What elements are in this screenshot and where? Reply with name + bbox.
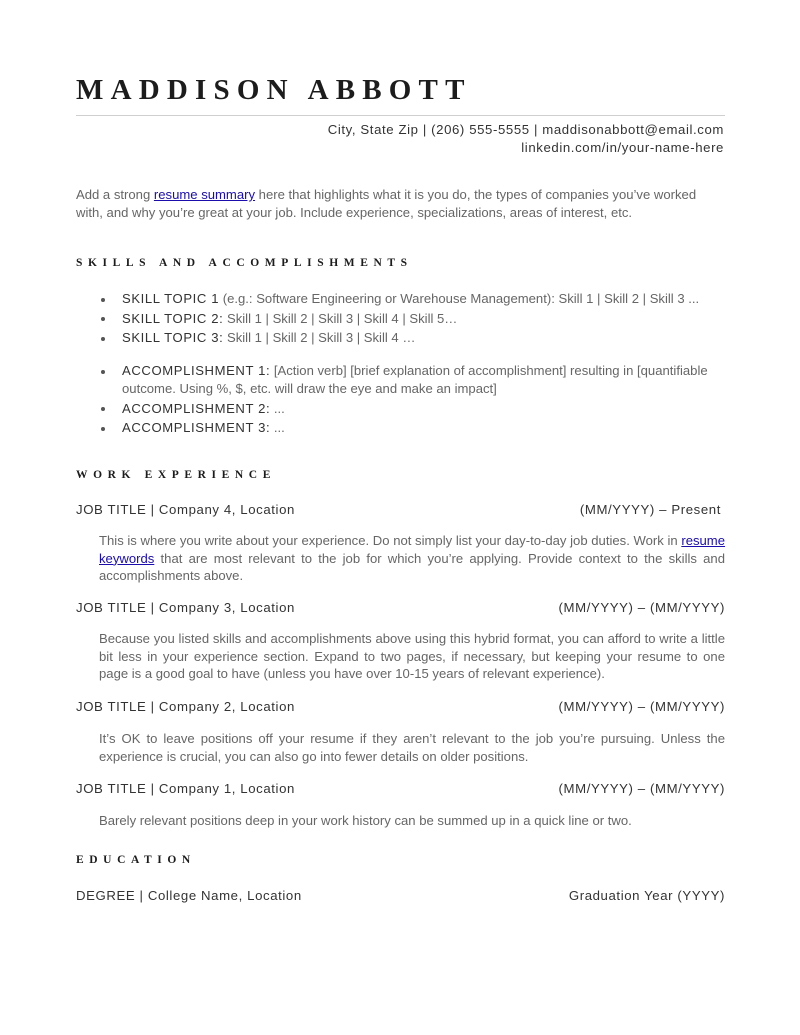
skill-topics-list [98,290,725,349]
job-title: JOB TITLE | Company 4, Location [76,502,295,517]
accomplishments-list [98,362,725,439]
skill-topic-text: (e.g.: Software Engineering or Warehouse Management): Skill 1 | Skill 2 | Skill 3 ... [219,291,700,306]
accomplishment-label: ACCOMPLISHMENT 1: [122,363,271,378]
skill-topic-text: Skill 1 | Skill 2 | Skill 3 | Skill 4 … [223,330,416,345]
contact-line-linkedin: linkedin.com/in/your-name-here [521,140,724,155]
contact-line-address: City, State Zip | (206) 555-5555 | maddisonabbott@email.com [327,122,724,137]
education-section-title: EDUCATION [76,854,196,866]
education-header [76,888,725,903]
job-title: JOB TITLE | Company 3, Location [76,600,295,615]
job-header [76,699,725,714]
header-divider [76,115,725,116]
skill-topic-item [98,329,725,347]
graduation-year: Graduation Year (YYYY) [568,888,725,903]
skill-topic-text: Skill 1 | Skill 2 | Skill 3 | Skill 4 | Skill 5… [223,310,458,326]
resume-keywords-link[interactable]: resume keywords [99,533,725,566]
job-description: It’s OK to leave positions off your resume if they aren’t relevant to the job you’re pursuing. Unless the experience is crucial, you can also go into fewer details on older positions. [99,731,725,764]
accomplishment-text: [Action verb] [brief explanation of accomplishment] resulting in [quantifiable outcome. Using %, $, etc. will draw the eye and make an impact] [122,363,708,396]
summary-text-start: Add a strong [76,187,154,202]
job-desc-end: that are most relevant to the job for which you’re applying. Provide context to the skills and accomplishments above. [99,550,725,583]
degree-info: DEGREE | College Name, Location [76,888,302,903]
skill-topic-label: SKILL TOPIC 2: [122,310,224,326]
accomplishment-item [98,400,725,418]
job-description: Barely relevant positions deep in your work history can be summed up in a quick line or two. [99,813,632,828]
job-dates: (MM/YYYY) – (MM/YYYY) [558,600,725,615]
job-desc-start: This is where you write about your experience. Do not simply list your day-to-day job duties. Work in [99,533,682,548]
skills-section-title: SKILLS AND ACCOMPLISHMENTS [76,257,413,269]
job-title: JOB TITLE | Company 1, Location [76,781,295,796]
accomplishment-label: ACCOMPLISHMENT 2: [122,400,271,416]
skill-topic-label: SKILL TOPIC 1 [122,291,220,306]
job-header [76,502,725,517]
job-dates: (MM/YYYY) – (MM/YYYY) [558,699,725,714]
accomplishment-item [98,419,725,437]
summary-paragraph [76,186,725,222]
job-dates: (MM/YYYY) – Present [579,502,721,517]
job-dates: (MM/YYYY) – (MM/YYYY) [558,781,725,796]
skill-topic-label: SKILL TOPIC 3: [122,330,224,345]
accomplishment-label: ACCOMPLISHMENT 3: [122,420,271,435]
candidate-name: MADDISON ABBOTT [76,74,472,106]
accomplishment-text: ... [270,420,285,435]
accomplishment-text: ... [270,400,285,416]
skill-topic-item [98,290,725,308]
job-header [76,781,725,796]
job-description: Because you listed skills and accomplishments above using this hybrid format, you can afford to write a little bit less in your experience section. Expand to two pages, if necessary, but keeping your resume to one page is a good goal to have (unless you have over 10-15 years of relevant experience). [99,631,725,681]
accomplishment-item [98,362,725,398]
job-header [76,600,725,615]
resume-summary-link[interactable]: resume summary [153,187,256,202]
skill-topic-item [98,310,725,328]
contact-info [328,121,724,157]
summary-text-end: here that highlights what it is you do, the types of companies you’ve worked with, and why you’re great at your job. Include experience, specializations, areas of interest, etc. [76,187,697,220]
work-section-title: WORK EXPERIENCE [76,469,276,481]
job-title: JOB TITLE | Company 2, Location [76,699,295,714]
job-description [99,532,725,585]
